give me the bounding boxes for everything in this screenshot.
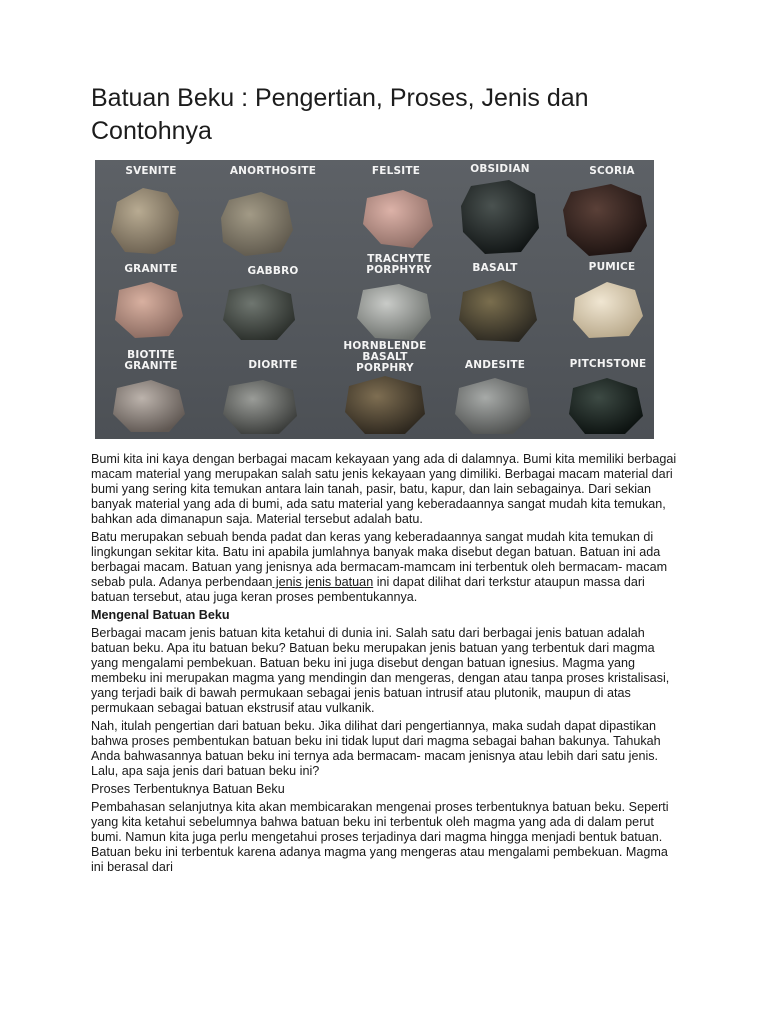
paragraph-intro: Bumi kita ini kaya dengan berbagai macam kekayaan yang ada di dalamnya. Bumi kita memiliki berbagai macam material yang merupakan salah satu jenis kekayaan yang dimiliki. Berbagai macam material dari bumi yang sering kita temukan antara lain tanah, pasir, batu, kapur, dan lain sebagainya. Dari sekian banyak material yang ada di bumi, ada satu material yang keberadaannya sangat mudah kita temukan, bahkan ada dimanapun saja. Material tersebut adalah batu. xyxy=(91,452,677,526)
heading-mengenal: Mengenal Batuan Beku xyxy=(91,608,230,622)
label-basalt: BASALT xyxy=(472,262,518,274)
paragraph-batu-text-2: ini dapat dilihat dari terkstur ataupun massa dari batuan tersebut, atau juga keran proses pembentukannya. xyxy=(91,575,645,604)
paragraph-proses: Pembahasan selanjutnya kita akan membicarakan mengenai proses terbentuknya batuan beku. Seperti yang kita ketahui sebelumnya bahwa batuan beku ini terbentuk oleh magma yang ada di dalam perut bumi. Namun kita juga perlu mengetahui proses terjadinya dari magma hingga menjadi bentuk batuan. Batuan beku ini terbentuk karena adanya magma yang mengeras atau mengalami pembekuan. Magma ini berasal dari xyxy=(91,800,669,874)
andesite-rock xyxy=(455,378,531,434)
label-biotite-line1: BIOTITE xyxy=(127,349,175,361)
page-title: Batuan Beku : Pengertian, Proses, Jenis dan Contohnya xyxy=(91,84,589,145)
label-anorthosite: ANORTHOSITE xyxy=(229,165,317,177)
felsite-rock xyxy=(363,190,433,248)
scoria-rock xyxy=(563,184,647,256)
label-trachyte-line1: TRACHYTE xyxy=(367,253,431,265)
biotite-granite-rock xyxy=(113,380,185,432)
label-biotite-line2: GRANITE xyxy=(124,360,178,372)
label-gabbro: GABBRO xyxy=(247,265,299,277)
anorthosite-rock xyxy=(221,192,293,256)
granite-rock xyxy=(115,282,183,338)
pumice-rock xyxy=(573,282,643,338)
label-diorite: DIORITE xyxy=(248,359,298,371)
paragraph-batu xyxy=(91,530,681,605)
label-svenite: SVENITE xyxy=(125,165,177,177)
obsidian-rock xyxy=(461,180,539,254)
svenite-rock xyxy=(111,188,179,254)
label-andesite: ANDESITE xyxy=(464,359,526,371)
label-hornblende-line1: HORNBLENDE xyxy=(343,340,427,352)
label-felsite: FELSITE xyxy=(371,165,421,177)
trachyte-porphyry-rock xyxy=(357,284,431,340)
gabbro-rock xyxy=(223,284,295,340)
paragraph-nah: Nah, itulah pengertian dari batuan beku. Jika dilihat dari pengertiannya, maka sudah dapat dipastikan bahwa proses pembentukan batuan beku ini tidak luput dari magma sebagai bahan bakunya. Tahukah Anda bahwasannya batuan beku ini ternya ada bermacam- macam jenisnya atau lebih dari satu jenis. Lalu, apa saja jenis dari batuan beku ini? xyxy=(91,719,661,778)
basalt-rock xyxy=(459,280,537,342)
label-obsidian: OBSIDIAN xyxy=(470,163,530,175)
heading-proses: Proses Terbentuknya Batuan Beku xyxy=(91,782,285,796)
label-pitchstone: PITCHSTONE xyxy=(569,358,647,370)
paragraph-pengertian: Berbagai macam jenis batuan kita ketahui di dunia ini. Salah satu dari berbagai jenis batuan adalah batuan beku. Apa itu batuan beku? Batuan beku merupakan jenis batuan yang terbentuk dari magma yang mengalami pembekuan. Batuan beku ini juga disebut dengan batuan ignesius. Magma yang membeku ini merupakan magma yang mendingin dan mengeras, dengan atau tanpa proses kristalisasi, yang terjadi baik di bawah permukaan sebagai jenis batuan intrusif atau plutonik, maupun di atas permukaan sebagai batuan ekstrusif atau vulkanik. xyxy=(91,626,670,715)
label-hornblende-line2: BASALT xyxy=(362,351,408,363)
igneous-rock-samples-image xyxy=(95,160,654,439)
label-granite: GRANITE xyxy=(124,263,178,275)
article-body xyxy=(91,452,681,878)
label-trachyte-line2: PORPHYRY xyxy=(366,264,432,276)
diorite-rock xyxy=(223,380,297,434)
label-scoria: SCORIA xyxy=(589,165,635,177)
label-hornblende-line3: PORPHRY xyxy=(356,362,414,374)
paragraph-batu-text-1: Batu merupakan sebuah benda padat dan keras yang keberadaannya sangat mudah kita temukan di lingkungan sekitar kita. Batu ini apabila jumlahnya banyak maka disebut degan batuan. Batuan ini ada berbagai macam. Batuan yang jenisnya ada bermacam-mamcam ini terbentuk oleh bermacam- macam sebab pula. Adanya perbendaan xyxy=(91,530,668,589)
jenis-batuan-link[interactable]: jenis jenis batuan xyxy=(272,575,374,589)
pitchstone-rock xyxy=(569,378,643,434)
label-pumice: PUMICE xyxy=(588,261,636,273)
hornblende-basalt-porphry-rock xyxy=(345,376,425,434)
